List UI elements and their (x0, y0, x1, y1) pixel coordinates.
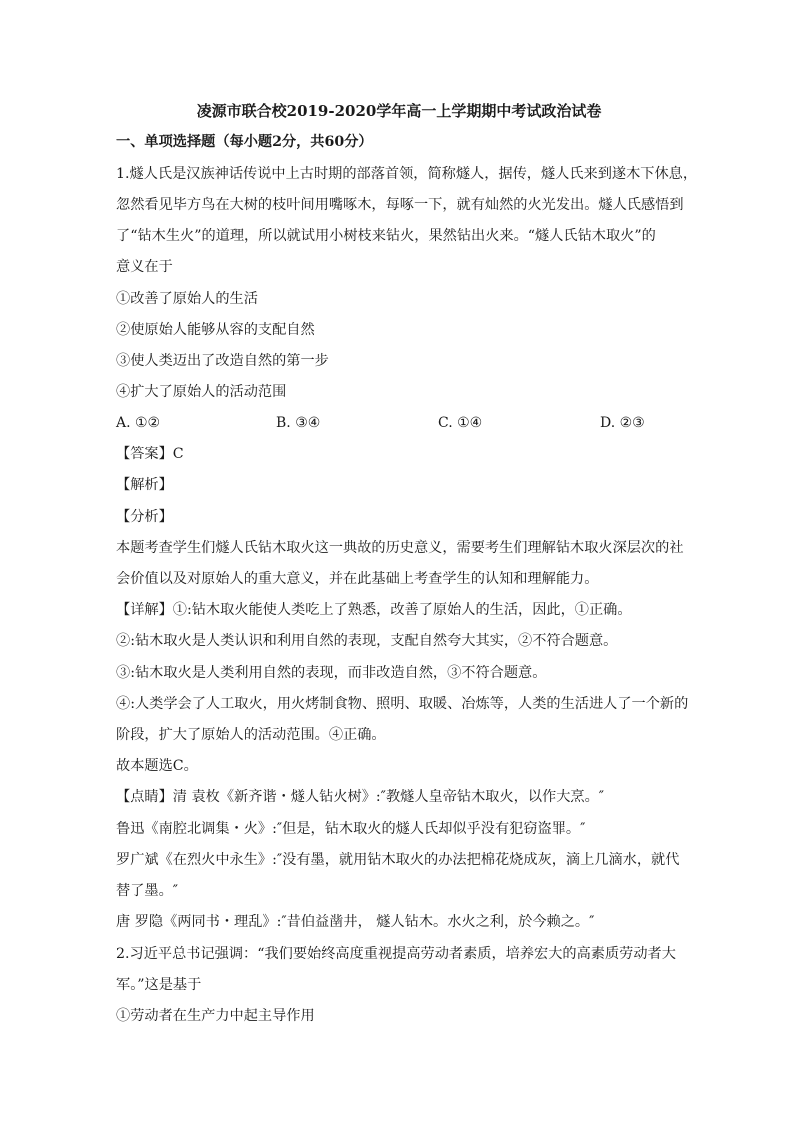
q1-option-b: B. ③④ (276, 415, 321, 431)
q1-detail-line: ④:人类学会了人工取火，用火烤制食物、照明、取暖、冶炼等，人类的生活进人了一个新的 (116, 696, 689, 712)
q1-stem-line: 忽然看见毕方鸟在大树的枝叶间用嘴啄木，每啄一下，就有灿然的火光发出。燧人氏感悟到 (116, 197, 684, 213)
q1-detail-line: 【详解】①:钻木取火能使人类吃上了熟悉，改善了原始人的生活，因此，①正确。 (116, 602, 632, 618)
q1-detail-line: ③:钻木取火是人类利用自然的表现，而非改造自然，③不符合题意。 (116, 665, 547, 681)
q1-option-c: C. ①④ (438, 415, 483, 431)
q1-item: ①改善了原始人的生活 (116, 291, 258, 307)
q1-option-d: D. ②③ (600, 415, 645, 431)
q1-dianjing-line: 鲁迅《南腔北调集・火》:″但是，钻木取火的燧人氏却似乎没有犯窃盗罪。″ (116, 821, 586, 837)
q2-stem-line: 军。”这是基于 (116, 977, 202, 993)
q1-fenxi-line: 会价值以及对原始人的重大意义，并在此基础上考查学生的认知和理解能力。 (116, 571, 599, 587)
q2-stem-line: 2.习近平总书记强调：“我们要始终高度重视提高劳动者素质，培养宏大的高素质劳动者大 (116, 946, 676, 962)
q1-stem-line: 意义在于 (116, 259, 173, 275)
q1-stem-line: 了“钻木生火”的道理，所以就试用小树枝来钻火，果然钻出火来。“燧人氏钻木取火”的 (116, 228, 656, 244)
q2-item: ①劳动者在生产力中起主导作用 (116, 1008, 315, 1024)
q1-fenxi-label: 【分析】 (116, 509, 173, 525)
q1-options (116, 412, 682, 434)
q1-detail-line: ②:钻木取火是人类认识和利用自然的表现，支配自然夸大其实，②不符合题意。 (116, 633, 618, 649)
q1-detail-line: 故本题选C。 (116, 758, 198, 774)
q1-detail-line: 阶段，扩大了原始人的活动范围。④正确。 (116, 727, 386, 743)
q1-option-a: A. ①② (116, 415, 161, 431)
q1-item: ③使人类迈出了改造自然的第一步 (116, 353, 329, 369)
document-title: 凌源市联合校2019-2020学年高一上学期期中考试政治试卷 (196, 102, 602, 120)
section-heading: 一、单项选择题（每小题2分，共60分） (116, 134, 373, 150)
q1-stem-line: 1.燧人氏是汉族神话传说中上古时期的部落首领，简称燧人，据传，燧人氏来到遂木下休息， (116, 166, 698, 182)
q1-dianjing-line: 唐 罗隐《两同书・理乱》:″昔伯益凿井， 燧人钻木。水火之利，於今赖之。″ (116, 914, 595, 930)
q1-fenxi-line: 本题考查学生们燧人氏钻木取火这一典故的历史意义，需要考生们理解钻木取火深层次的社 (116, 540, 684, 556)
q1-item: ②使原始人能够从容的支配自然 (116, 322, 315, 338)
q1-answer: 【答案】C (116, 446, 184, 462)
q1-dianjing-line: 替了墨。″ (116, 883, 179, 899)
q1-item: ④扩大了原始人的活动范围 (116, 384, 287, 400)
q1-dianjing-line: 罗广斌《在烈火中永生》:″没有墨，就用钻木取火的办法把棉花烧成灰，滴上几滴水，就代 (116, 852, 680, 868)
q1-dianjing-line: 【点睛】清 袁枚《新齐谐・燧人钻火树》:″教燧人皇帝钻木取火，以作大烹。″ (116, 789, 605, 805)
q1-analysis-label: 【解析】 (116, 477, 173, 493)
